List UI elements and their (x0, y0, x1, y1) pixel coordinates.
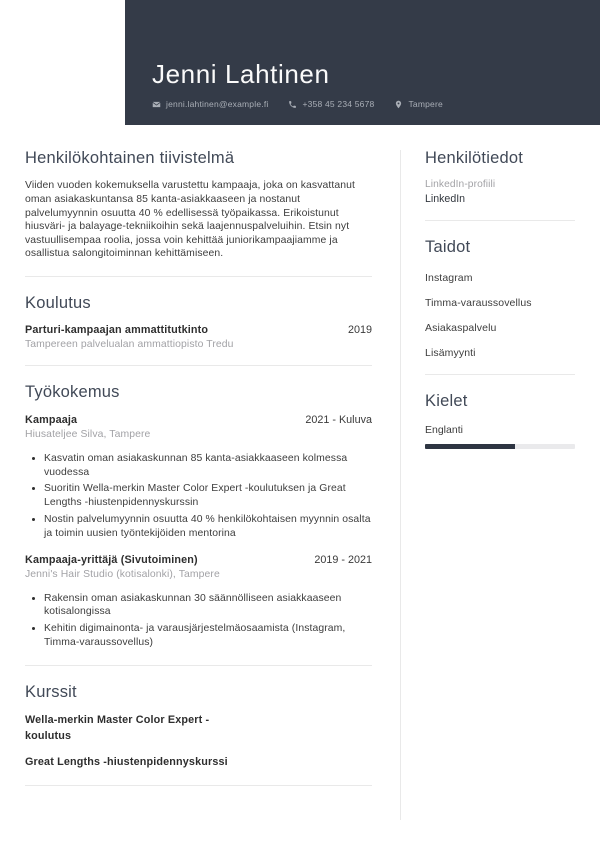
skill-item: Lisämyynti (425, 346, 476, 359)
skill-item: Asiakaspalvelu (425, 321, 497, 334)
summary-title: Henkilökohtainen tiivistelmä (25, 149, 235, 167)
section-skills (425, 237, 575, 358)
experience-entry (25, 414, 372, 541)
section-divider (25, 365, 372, 366)
degree-date: 2019 (347, 324, 372, 337)
education-title: Koulutus (25, 294, 91, 312)
language-level-fill (425, 444, 515, 449)
envelope-icon (152, 100, 161, 109)
job-bullet: • Kehitin digimainonta- ja varausjärjestelmäosaamista (Instagram, Timma-varaussovellus) (44, 622, 372, 650)
section-divider (25, 276, 372, 277)
job-bullet-list (25, 452, 372, 541)
experience-entry-head (25, 554, 372, 566)
education-entry (25, 324, 372, 350)
education-entry-head (25, 324, 372, 336)
experience-title: Työkokemus (25, 383, 120, 402)
course-item: Great Lengths -hiustenpidennyskurssi (25, 755, 228, 768)
section-experience (25, 382, 372, 649)
contact-phone (288, 99, 374, 109)
linkedin-label: LinkedIn-profiili (425, 179, 496, 191)
courses-title: Kurssit (25, 682, 77, 701)
job-bullet: • Kasvatin oman asiakaskunnan 85 kanta-asiakkaaseen kolmessa vuodessa (44, 452, 372, 480)
section-education (25, 293, 372, 350)
phone-icon (288, 100, 297, 109)
column-divider (400, 150, 401, 820)
contact-location (394, 99, 442, 109)
location-pin-icon (394, 100, 403, 109)
job-role: Kampaaja-yrittäjä (Sivutoiminen) (25, 553, 198, 566)
degree-school: Tampereen palvelualan ammattiopisto Tredu (25, 339, 234, 351)
skills-title: Taidot (425, 238, 471, 257)
course-item: Wella-merkin Master Color Expert -koulutus (25, 714, 210, 742)
contact-location-text: Tampere (408, 99, 443, 109)
sidebar-column (425, 148, 575, 449)
job-company: Hiusateljee Silva, Tampere (25, 428, 151, 440)
skill-item: Timma-varaussovellus (425, 296, 532, 309)
languages-title: Kielet (425, 391, 468, 410)
job-date: 2021 - Kuluva (305, 413, 372, 426)
header (125, 0, 600, 125)
section-divider (425, 220, 575, 221)
experience-entry (25, 554, 372, 650)
contact-row (152, 99, 580, 109)
job-role: Kampaaja (25, 413, 78, 426)
job-bullet: • Nostin palvelumyynnin osuutta 40 % henkilökohtaisen myynnin osalta ja toimin uusien työntekijöiden mentorina (44, 513, 372, 541)
section-personal-details (425, 148, 575, 205)
job-bullet-list (25, 592, 372, 650)
main-column (25, 148, 372, 802)
section-courses (25, 682, 372, 770)
person-name: Jenni Lahtinen (152, 59, 330, 90)
job-company: Jenni's Hair Studio (kotisalonki), Tampere (25, 568, 220, 580)
summary-text: Viiden vuoden kokemuksella varustettu kampaaja, joka on kasvattanut oman asiakaskuntansa 85 kanta-asiakkaaseen ja nostanut palvelumyynnin osuutta 40 % edellisessä työpaikassa. Erikoistunut hiusväri- ja balayage-tekniikoihin sekä laajennuspalveluihin. Etsin nyt vastuullisempaa roolia, jossa voin kehittää juniorikampaajiamme ja osallistua salongitoiminnan kehittämiseen. (25, 180, 355, 260)
contact-email-text: jenni.lahtinen@example.fi (166, 99, 269, 109)
experience-entry-head (25, 414, 372, 426)
language-name: Englanti (425, 424, 463, 437)
section-divider (25, 785, 372, 786)
section-divider (25, 665, 372, 666)
section-languages (425, 391, 575, 449)
skill-item: Instagram (425, 271, 473, 284)
degree-title: Parturi-kampaajan ammattitutkinto (25, 324, 209, 337)
job-date: 2019 - 2021 (314, 553, 372, 566)
section-divider (425, 374, 575, 375)
language-level-bar (425, 444, 575, 449)
contact-email (152, 99, 268, 109)
section-summary (25, 148, 372, 261)
contact-phone-text: +358 45 234 5678 (302, 99, 375, 109)
personal-details-title: Henkilötiedot (425, 149, 523, 167)
job-bullet: • Rakensin oman asiakaskunnan 30 säännölliseen asiakkaaseen kotisalongissa (44, 592, 372, 620)
linkedin-value: LinkedIn (425, 193, 466, 206)
job-bullet: • Suoritin Wella-merkin Master Color Expert -koulutuksen ja Great Lengths -hiustenpidennyskurssin (44, 482, 372, 510)
